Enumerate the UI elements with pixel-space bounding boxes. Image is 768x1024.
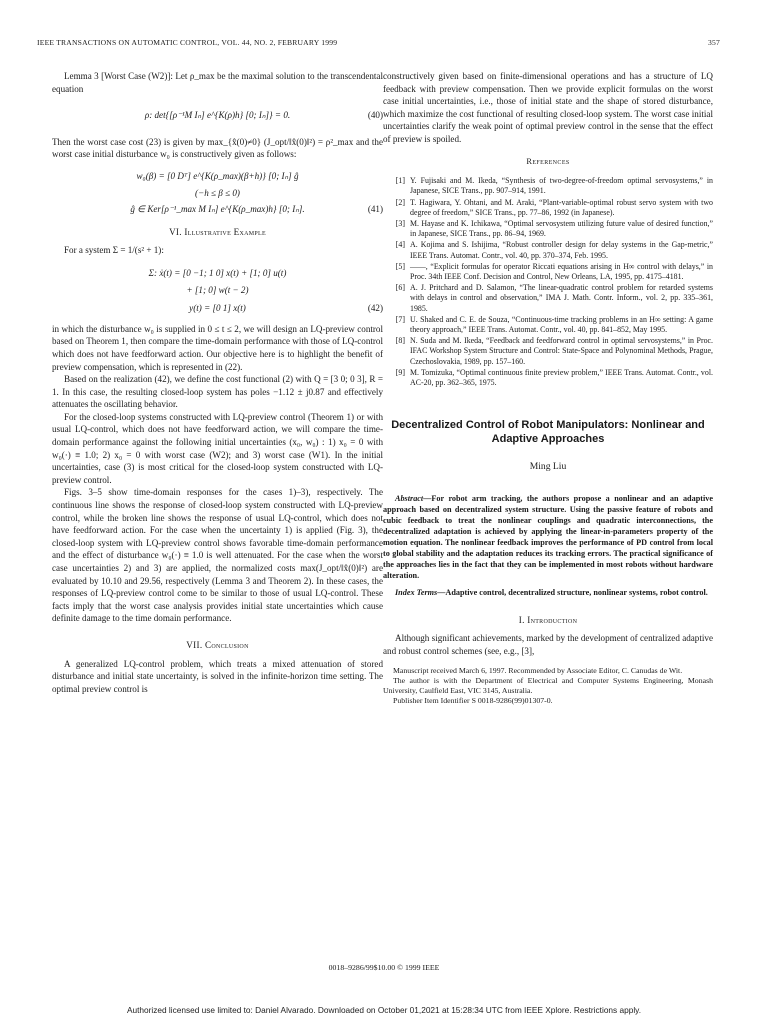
reference-text: T. Hagiwara, Y. Ohtani, and M. Araki, “Plant-variable-optimal robust servo system with two degree of freedom,” SICE Trans., pp. 77–86, 1992 (in Japanese). (410, 197, 713, 217)
section-i-heading: I. Introduction (518, 614, 578, 625)
reference-item (383, 176, 713, 196)
footnote-identifier: Publisher Item Identifier S 0018-9286(99)01307-0. (393, 695, 553, 705)
footnote-received: Manuscript received March 6, 1997. Recommended by Associate Editor, C. Canudas de Wit. (393, 665, 683, 675)
reference-item (383, 283, 713, 314)
reference-number: [7] (395, 314, 405, 324)
footnote-affiliation: The author is with the Department of Electrical and Computer Systems Engineering, Monash University, Caulfield East, VIC 3145, Australia. (383, 675, 713, 695)
reference-text: M. Hayase and K. Ichikawa, “Optimal servosystem utilizing future value of desired function,” in Japanese, SICE Trans., pp. 86–94, 1969. (410, 218, 713, 239)
right-column (383, 70, 713, 706)
abstract-label: Abstract— (395, 493, 432, 503)
reference-item (383, 315, 713, 335)
equation-42-state: Σ: ẋ(t) = [0 −1; 1 0] x(t) + [1; 0] u(t) (148, 267, 287, 278)
equation-42-disturbance: + [1; 0] w(t − 2) (186, 284, 249, 295)
reference-number: [6] (395, 283, 405, 293)
reference-item (383, 336, 713, 367)
introduction-paragraph: Although significant achievements, marked by the development of centralized adaptive and robust control schemes (see, e.g., [3], (383, 633, 713, 656)
reference-item (383, 198, 713, 218)
reference-number: [5] (395, 261, 405, 271)
running-header (37, 38, 720, 47)
reference-text: A. Kojima and S. Ishijima, “Robust controller design for delay systems in the Gap-metric,” IEEE Trans. Automat. Contr., vol. 40, pp. 370–374, Feb. 1995. (410, 240, 713, 260)
equation-42-line-1 (52, 267, 383, 280)
equation-40 (52, 109, 383, 122)
reference-number: [8] (395, 336, 405, 346)
reference-number: [3] (395, 218, 405, 228)
references-heading: References (526, 156, 570, 166)
reference-text: A. J. Pritchard and D. Salamon, “The linear-quadratic control problem for retarded systems with delays in control and observation,” IMA J. Math. Contr. Inform., vol. 2, pp. 335–361, 1985. (410, 283, 713, 313)
footnotes (383, 666, 713, 706)
reference-text: Y. Fujisaki and M. Ikeda, “Synthesis of two-degree-of-freedom optimal servosystems,” in Japanese, SICE Trans., pp. 907–914, 1991. (410, 176, 713, 196)
body-paragraph-1: in which the disturbance w₀ is supplied in 0 ≤ t ≤ 2, we will design an LQ-preview control based on Theorem 1, then compare the time-domain performance with those of LQ-control which does not have feedforward action. Our objective here is to highlight the benefit of preview compensation, which is represented in (22). (52, 323, 383, 372)
reference-item (383, 219, 713, 239)
left-column (52, 70, 383, 695)
equation-40-number: (40) (367, 110, 383, 121)
reference-text: M. Tomizuka, “Optimal continuous finite preview problem,” IEEE Trans. Automat. Contr., vol. AC-20, pp. 362–365, 1975. (410, 367, 713, 388)
body-paragraph-3: For the closed-loop systems constructed with LQ-preview control (Theorem 1) or with usual LQ-control, which does not have feedforward action, we will compare the time-domain performance against the following initial uncertainties (x₀, w₀) : 1) x₀ = 0 with w₀(·) ≡ 1.0; 2) x₀ = 0 with worst case (W2); and 3) worst case (W1). In the initial uncertainties, case (3) is most critical for the closed-loop system constructed with LQ-preview control. (52, 411, 383, 485)
equation-42-number: (42) (367, 303, 383, 314)
worst-case-paragraph: Then the worst case cost (23) is given by max_{x̂(0)≠0} (J_opt/‖x̂(0)‖²) = ρ²_max and the worst case initial disturbance w₀ is constructively given as follows: (52, 136, 383, 160)
equation-41-line-1 (52, 170, 383, 183)
body-paragraph-4: Figs. 3–5 show time-domain responses for the cases 1)–3), respectively. The continuous line shows the response of closed-loop system constructed with LQ-preview control, while the broken line shows the response of usual LQ-control, which does not have feedforward action. For the case when the uncertainty 1) is applied (Fig. 3), the closed-loop system with LQ-preview control shows favorable time-domain performance and the effect of disturbance w₀(·) ≡ 1.0 is well attenuated. For the case when the worst case uncertainties 2) and 3) are applied, the normalized costs max(J_opt/‖x̂(0)‖²) are evaluated by 10.10 and 29.56, respectively (Lemma 3 and Theorem 2). In these cases, the responses of LQ-preview control come to be similar to those of usual LQ-control. These facts imply that the worst case analysis provides initial state uncertainties which cause definite damage to the time domain performance. (52, 487, 383, 624)
equation-41-range: (−h ≤ β ≤ 0) (195, 187, 240, 198)
equation-41-line-2 (52, 187, 383, 200)
journal-name: IEEE TRANSACTIONS ON AUTOMATIC CONTROL, VOL. 44, NO. 2, FEBRUARY 1999 (37, 38, 338, 47)
reference-number: [1] (395, 176, 405, 186)
reference-item (383, 262, 713, 282)
reference-number: [2] (395, 197, 405, 207)
reference-number: [9] (395, 367, 405, 377)
abstract (383, 493, 713, 581)
index-terms (383, 587, 713, 598)
reference-item (383, 368, 713, 388)
body-paragraph-2: Based on the realization (42), we define the cost functional (2) with Q = [3 0; 0 3], R = 1. In this case, the resulting closed-loop system has poles −1.12 ± j0.87 and effectively attenuates the oscillating behavior. (52, 374, 383, 410)
reference-list (383, 176, 713, 388)
equation-42-line-3 (52, 302, 383, 315)
system-definition: For a system Σ = 1/(s² + 1): (64, 245, 164, 256)
equation-41-line-3 (52, 203, 383, 216)
lemma-3: Lemma 3 [Worst Case (W2)]: Let ρ_max be the maximal solution to the transcendental equation (52, 71, 383, 94)
reference-text: ——, “Explicit formulas for operator Riccati equations arising in H∞ control with delays,” in Proc. 34th IEEE Conf. Decision and Control, New Orleans, LA, 1995, pp. 4175–4181. (410, 261, 713, 281)
article-author: Ming Liu (529, 461, 567, 473)
index-terms-label: Index Terms— (395, 587, 446, 597)
conclusion-paragraph: A generalized LQ-control problem, which treats a mixed attenuation of stored disturbance and initial state uncertainty, is solved in the infinite-horizon time setting. The optimal preview control is (52, 658, 383, 694)
equation-41-g: ĝ ∈ Ker[ρ⁻¹_max M Iₙ] e^{K(ρ_max)h} [0; Iₙ]. (130, 204, 305, 215)
abstract-text: For robot arm tracking, the authors propose a nonlinear and an adaptive approach based on decentralized system structure. Using the passive feature of robots and cubic feedback to treat the nonlinear couplings and quadratic interconnections, the decentralized adaptation is achieved by applying the linear-in-parameters property of the motion equation. The nonlinear feedback improves the performance of PD control from local to global stability and the adaptation reduces its tracking errors. The practical significance of the approaches lies in the fact that they can be implemented in most robots without hardware alteration. (383, 493, 713, 580)
copyright-footer: 0018–9286/99$10.00 © 1999 IEEE (328, 963, 440, 972)
equation-42-line-2 (52, 284, 383, 297)
equation-42-output: y(t) = [0 1] x(t) (189, 303, 246, 314)
reference-item (383, 240, 713, 260)
equation-41-number: (41) (367, 204, 383, 215)
index-terms-text: Adaptive control, decentralized structure, nonlinear systems, robot control. (445, 587, 708, 597)
reference-text: U. Shaked and C. E. de Souza, “Continuous-time tracking problems in an H∞ setting: A game theory approach,” IEEE Trans. Automat. Contr., vol. 40, pp. 841–852, May 1995. (410, 314, 713, 334)
continued-paragraph: constructively given based on finite-dimensional operations and has a structure of LQ feedback with preview compensation. Then we provide explicit formulas on the worst case initial uncertainties, i.e., those of initial state and the shape of stored disturbance, which maximize the cost functional of resulting closed-loop system. The worst case initial uncertainties clarify the weak point of optimal preview control in the sense that the effect of preview is spoiled. (383, 71, 713, 144)
reference-text: N. Suda and M. Ikeda, “Feedback and feedforward control in optimal servosystems,” in Proc. IFAC Workshop System Structure and Control: State-Space and Polynominal Methods, Prague, Czechoslovakia, 1989, pp. 157–160. (410, 336, 713, 366)
article-title: Decentralized Control of Robot Manipulators: Nonlinear and Adaptive Approaches (391, 419, 705, 446)
equation-41-w0: w₀(β) = [0 Dᵀ] e^{K(ρ_max)(β+h)} [0; Iₙ] ĝ (136, 170, 299, 181)
section-vii-heading: VII. Conclusion (186, 639, 249, 650)
section-vi-heading: VI. Illustrative Example (169, 226, 266, 237)
reference-number: [4] (395, 240, 405, 250)
license-notice: Authorized licensed use limited to: Daniel Alvarado. Downloaded on October 01,2021 at 15:28:34 UTC from IEEE Xplore. Restrictions apply. (126, 1005, 642, 1015)
page-number: 357 (708, 38, 720, 47)
equation-40-body: ρ: det{[ρ⁻¹M Iₙ] e^{K(ρ)h} [0; Iₙ]} = 0. (144, 110, 291, 121)
